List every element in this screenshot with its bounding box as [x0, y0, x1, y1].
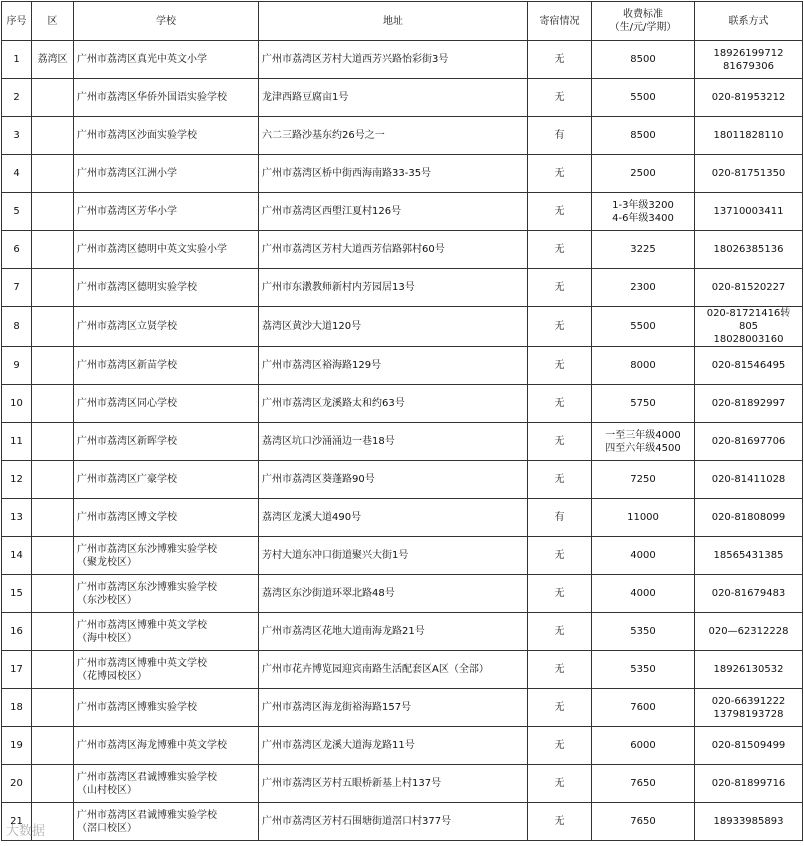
cell-boarding: 无 — [528, 575, 592, 613]
table-row — [2, 155, 803, 193]
cell-boarding: 无 — [528, 803, 592, 841]
cell-boarding: 无 — [528, 385, 592, 423]
cell-address: 广州市荔湾区芳村大道西芳信路郭村60号 — [259, 231, 528, 269]
cell-index: 1 — [2, 41, 32, 79]
cell-district — [32, 613, 74, 651]
header-index: 序号 — [2, 2, 32, 41]
school-table — [1, 1, 803, 841]
header-row — [2, 2, 803, 41]
table-row — [2, 347, 803, 385]
cell-fee: 2500 — [592, 155, 695, 193]
cell-school: 广州市荔湾区芳华小学 — [74, 193, 259, 231]
cell-boarding: 无 — [528, 231, 592, 269]
cell-district — [32, 423, 74, 461]
cell-fee: 7650 — [592, 765, 695, 803]
cell-boarding: 无 — [528, 537, 592, 575]
cell-boarding: 无 — [528, 41, 592, 79]
cell-address: 广州市东漖教师新村内芳园居13号 — [259, 269, 528, 307]
cell-school: 广州市荔湾区君诚博雅实验学校 （滘口校区） — [74, 803, 259, 841]
cell-fee: 1-3年级3200 4-6年级3400 — [592, 193, 695, 231]
header-district: 区 — [32, 2, 74, 41]
table-row — [2, 193, 803, 231]
cell-fee: 2300 — [592, 269, 695, 307]
cell-district — [32, 117, 74, 155]
cell-boarding: 无 — [528, 347, 592, 385]
cell-address: 荔湾区坑口沙涌涌边一巷18号 — [259, 423, 528, 461]
table-row — [2, 499, 803, 537]
header-contact: 联系方式 — [695, 2, 803, 41]
cell-fee: 一至三年级4000 四至六年级4500 — [592, 423, 695, 461]
cell-district — [32, 269, 74, 307]
header-address: 地址 — [259, 2, 528, 41]
cell-address: 广州市荔湾区芳村石围塘街道滘口村377号 — [259, 803, 528, 841]
cell-address: 广州市荔湾区龙溪大道海龙路11号 — [259, 727, 528, 765]
table-row — [2, 461, 803, 499]
cell-index: 21 — [2, 803, 32, 841]
cell-school: 广州市荔湾区君诚博雅实验学校 （山村校区） — [74, 765, 259, 803]
cell-fee: 5500 — [592, 307, 695, 347]
cell-district — [32, 575, 74, 613]
table-row — [2, 727, 803, 765]
cell-fee: 8000 — [592, 347, 695, 385]
cell-boarding: 无 — [528, 689, 592, 727]
watermark: 大数据 — [6, 824, 46, 839]
cell-fee: 11000 — [592, 499, 695, 537]
cell-index: 17 — [2, 651, 32, 689]
cell-school: 广州市荔湾区博雅中英文学校 （花博园校区） — [74, 651, 259, 689]
cell-district: 荔湾区 — [32, 41, 74, 79]
cell-contact: 020-81808099 — [695, 499, 803, 537]
cell-district — [32, 461, 74, 499]
cell-index: 10 — [2, 385, 32, 423]
cell-contact: 020-81953212 — [695, 79, 803, 117]
cell-contact: 18011828110 — [695, 117, 803, 155]
cell-address: 广州市荔湾区芳村五眼桥新基上村137号 — [259, 765, 528, 803]
cell-school: 广州市荔湾区立贤学校 — [74, 307, 259, 347]
cell-contact: 18565431385 — [695, 537, 803, 575]
table-row — [2, 117, 803, 155]
cell-school: 广州市荔湾区博文学校 — [74, 499, 259, 537]
cell-district — [32, 193, 74, 231]
cell-contact: 020-81509499 — [695, 727, 803, 765]
cell-index: 14 — [2, 537, 32, 575]
cell-school: 广州市荔湾区华侨外国语实验学校 — [74, 79, 259, 117]
cell-fee: 7600 — [592, 689, 695, 727]
cell-contact: 020-81679483 — [695, 575, 803, 613]
cell-fee: 7650 — [592, 803, 695, 841]
cell-address: 龙津西路豆腐亩1号 — [259, 79, 528, 117]
table-row — [2, 423, 803, 461]
cell-contact: 13710003411 — [695, 193, 803, 231]
cell-index: 13 — [2, 499, 32, 537]
cell-address: 荔湾区黄沙大道120号 — [259, 307, 528, 347]
cell-address: 广州市花卉博览园迎宾南路生活配套区A区（全部） — [259, 651, 528, 689]
cell-boarding: 无 — [528, 193, 592, 231]
cell-boarding: 无 — [528, 269, 592, 307]
table-row — [2, 41, 803, 79]
cell-contact: 020-81546495 — [695, 347, 803, 385]
cell-boarding: 无 — [528, 79, 592, 117]
cell-boarding: 无 — [528, 423, 592, 461]
cell-contact: 020-81520227 — [695, 269, 803, 307]
cell-index: 18 — [2, 689, 32, 727]
cell-boarding: 无 — [528, 765, 592, 803]
cell-contact: 020-81899716 — [695, 765, 803, 803]
cell-index: 9 — [2, 347, 32, 385]
cell-fee: 6000 — [592, 727, 695, 765]
cell-school: 广州市荔湾区江洲小学 — [74, 155, 259, 193]
cell-district — [32, 765, 74, 803]
cell-index: 11 — [2, 423, 32, 461]
cell-boarding: 无 — [528, 155, 592, 193]
cell-district — [32, 385, 74, 423]
cell-fee: 7250 — [592, 461, 695, 499]
cell-fee: 5350 — [592, 613, 695, 651]
cell-boarding: 有 — [528, 117, 592, 155]
cell-contact: 020-66391222 13798193728 — [695, 689, 803, 727]
cell-fee: 5500 — [592, 79, 695, 117]
cell-contact: 020-81411028 — [695, 461, 803, 499]
table-row — [2, 269, 803, 307]
table-row — [2, 803, 803, 841]
cell-contact: 020-81892997 — [695, 385, 803, 423]
cell-contact: 020-81697706 — [695, 423, 803, 461]
cell-school: 广州市荔湾区同心学校 — [74, 385, 259, 423]
cell-boarding: 无 — [528, 613, 592, 651]
cell-contact: 18933985893 — [695, 803, 803, 841]
cell-school: 广州市荔湾区博雅实验学校 — [74, 689, 259, 727]
cell-contact: 18926130532 — [695, 651, 803, 689]
cell-fee: 8500 — [592, 41, 695, 79]
cell-school: 广州市荔湾区新苗学校 — [74, 347, 259, 385]
cell-school: 广州市荔湾区沙面实验学校 — [74, 117, 259, 155]
table-row — [2, 231, 803, 269]
cell-contact: 020-81751350 — [695, 155, 803, 193]
table-row — [2, 651, 803, 689]
cell-fee: 4000 — [592, 537, 695, 575]
cell-boarding: 无 — [528, 461, 592, 499]
cell-district — [32, 651, 74, 689]
cell-boarding: 有 — [528, 499, 592, 537]
cell-address: 芳村大道东冲口街道聚兴大街1号 — [259, 537, 528, 575]
cell-contact: 020—62312228 — [695, 613, 803, 651]
table-body — [2, 41, 803, 841]
cell-fee: 4000 — [592, 575, 695, 613]
cell-address: 六二三路沙基东约26号之一 — [259, 117, 528, 155]
cell-school: 广州市荔湾区广豪学校 — [74, 461, 259, 499]
cell-address: 广州市荔湾区海龙街裕海路157号 — [259, 689, 528, 727]
cell-school: 广州市荔湾区德明中英文实验小学 — [74, 231, 259, 269]
cell-index: 4 — [2, 155, 32, 193]
cell-index: 6 — [2, 231, 32, 269]
cell-school: 广州市荔湾区德明实验学校 — [74, 269, 259, 307]
cell-district — [32, 79, 74, 117]
cell-school: 广州市荔湾区新晖学校 — [74, 423, 259, 461]
cell-index: 16 — [2, 613, 32, 651]
cell-contact: 18026385136 — [695, 231, 803, 269]
cell-district — [32, 727, 74, 765]
cell-boarding: 无 — [528, 651, 592, 689]
cell-index: 3 — [2, 117, 32, 155]
cell-address: 广州市荔湾区花地大道南海龙路21号 — [259, 613, 528, 651]
header-boarding: 寄宿情况 — [528, 2, 592, 41]
cell-index: 12 — [2, 461, 32, 499]
cell-index: 8 — [2, 307, 32, 347]
cell-address: 广州市荔湾区龙溪路太和约63号 — [259, 385, 528, 423]
cell-contact: 18926199712 81679306 — [695, 41, 803, 79]
cell-school: 广州市荔湾区东沙博雅实验学校 （聚龙校区） — [74, 537, 259, 575]
cell-address: 荔湾区东沙街道环翠北路48号 — [259, 575, 528, 613]
table-row — [2, 537, 803, 575]
cell-fee: 5350 — [592, 651, 695, 689]
table-row — [2, 79, 803, 117]
cell-address: 广州市荔湾区葵蓬路90号 — [259, 461, 528, 499]
cell-fee: 8500 — [592, 117, 695, 155]
cell-fee: 3225 — [592, 231, 695, 269]
cell-district — [32, 307, 74, 347]
cell-school: 广州市荔湾区博雅中英文学校 （海中校区） — [74, 613, 259, 651]
cell-index: 19 — [2, 727, 32, 765]
cell-index: 15 — [2, 575, 32, 613]
table-row — [2, 613, 803, 651]
cell-district — [32, 689, 74, 727]
cell-boarding: 无 — [528, 307, 592, 347]
cell-index: 20 — [2, 765, 32, 803]
cell-contact: 020-81721416转805 18028003160 — [695, 307, 803, 347]
cell-address: 广州市荔湾区芳村大道西芳兴路怡彩街3号 — [259, 41, 528, 79]
cell-index: 5 — [2, 193, 32, 231]
header-school: 学校 — [74, 2, 259, 41]
cell-index: 2 — [2, 79, 32, 117]
cell-address: 荔湾区龙溪大道490号 — [259, 499, 528, 537]
cell-address: 广州市荔湾区桥中街西海南路33-35号 — [259, 155, 528, 193]
cell-address: 广州市荔湾区西塱江夏村126号 — [259, 193, 528, 231]
cell-school: 广州市荔湾区真光中英文小学 — [74, 41, 259, 79]
table-row — [2, 307, 803, 347]
cell-district — [32, 537, 74, 575]
table-row — [2, 575, 803, 613]
cell-school: 广州市荔湾区东沙博雅实验学校 （东沙校区） — [74, 575, 259, 613]
cell-school: 广州市荔湾区海龙博雅中英文学校 — [74, 727, 259, 765]
cell-fee: 5750 — [592, 385, 695, 423]
cell-address: 广州市荔湾区裕海路129号 — [259, 347, 528, 385]
table-row — [2, 689, 803, 727]
cell-boarding: 无 — [528, 727, 592, 765]
cell-district — [32, 499, 74, 537]
header-fee: 收费标准 （生/元/学期） — [592, 2, 695, 41]
table-row — [2, 765, 803, 803]
cell-index: 7 — [2, 269, 32, 307]
cell-district — [32, 347, 74, 385]
cell-district — [32, 231, 74, 269]
table-row — [2, 385, 803, 423]
cell-district — [32, 155, 74, 193]
